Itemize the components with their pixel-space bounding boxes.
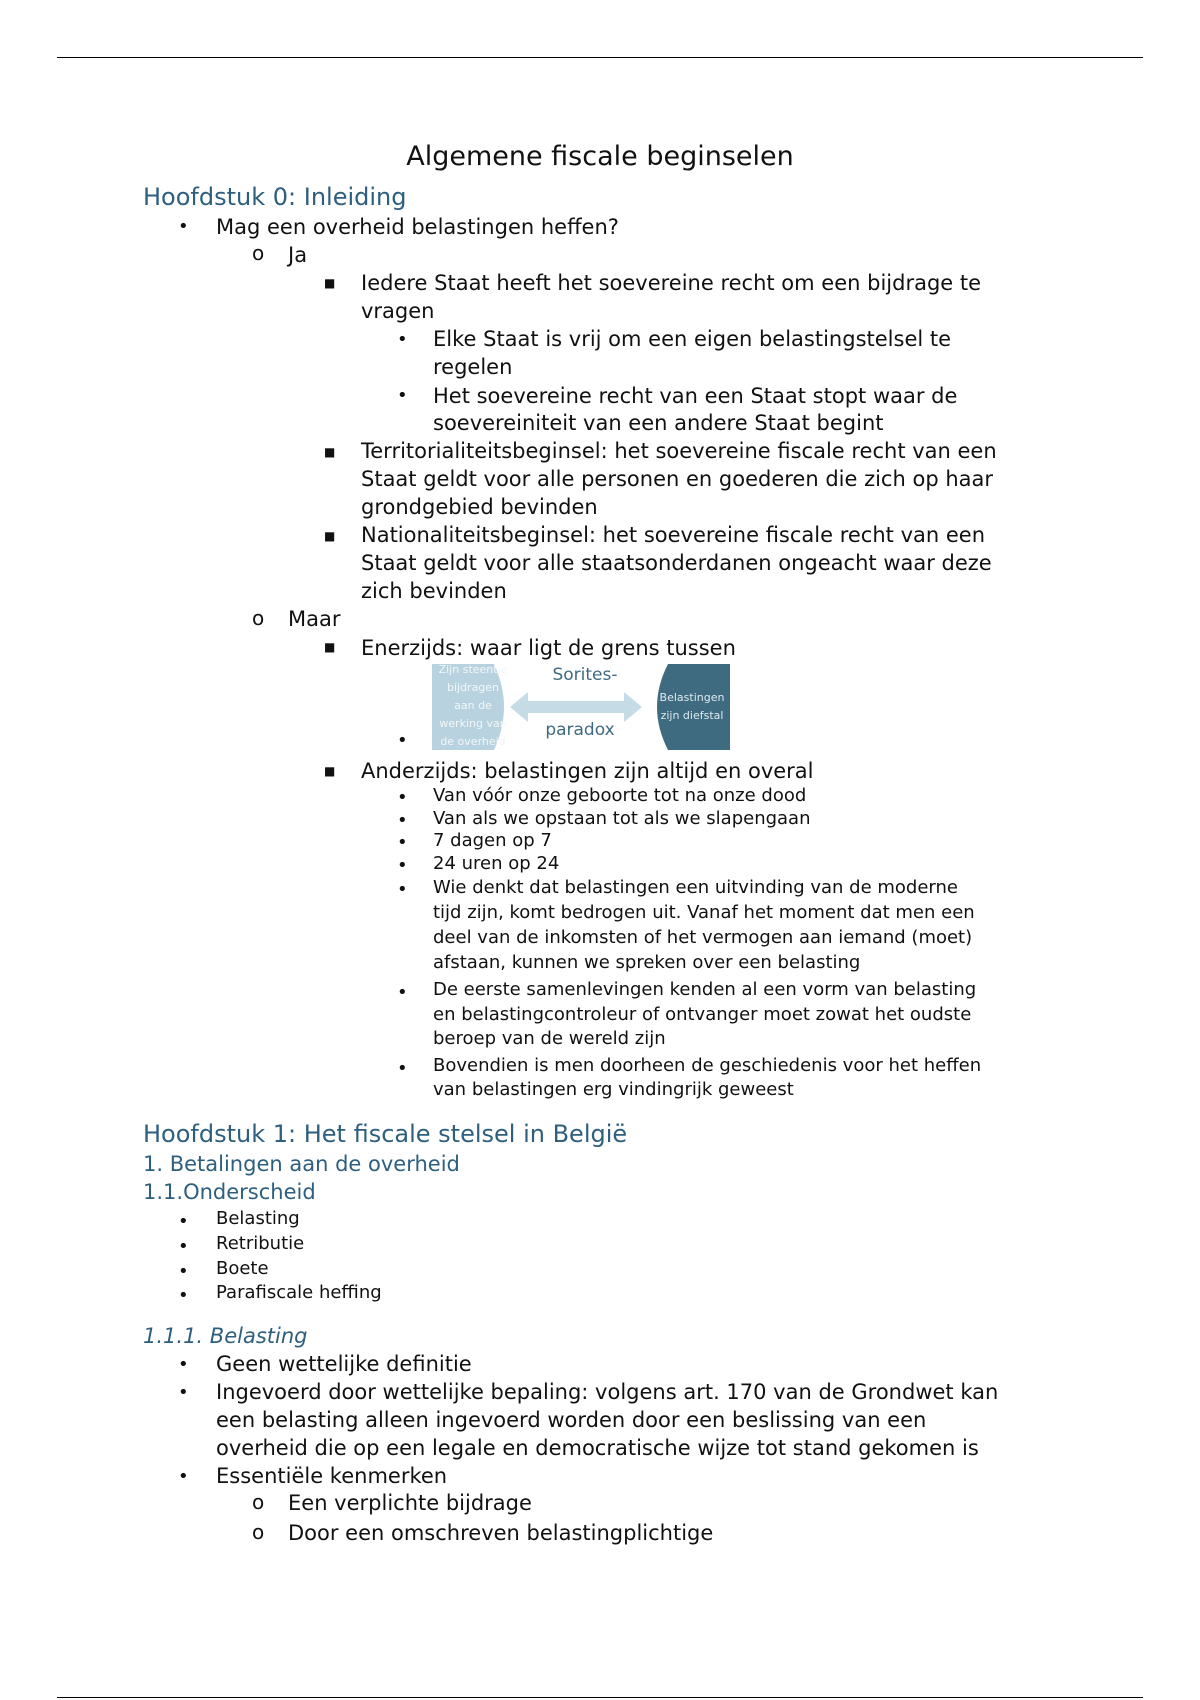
bullet-icon [178,1236,189,1257]
diagram-left-text-5: de overheid [440,735,506,748]
bullet-icon [178,1261,189,1282]
anderzijds-item-6-b: en belastingcontroleur of ontvanger moet zowat het oudste [433,1004,972,1025]
bullet-icon [397,1058,408,1079]
onderscheid-item-1: Belasting [216,1208,300,1229]
belasting-item-1: Geen wettelijke definitie [216,1352,472,1376]
sorites-paradox-diagram [428,662,732,752]
anderzijds-item-2: Van als we opstaan tot als we slapengaan [433,808,811,829]
square-bullet-icon [324,640,335,654]
belasting-item-2-c: overheid die op een legale en democratische wijze tot stand gekomen is [216,1436,979,1460]
maar-line: Maar [288,607,341,631]
circle-bullet-icon [252,606,264,630]
square-bullet-icon [324,529,335,543]
onderscheid-item-4: Parafiscale heffing [216,1282,382,1303]
question-line: Mag een overheid belastingen heffen? [216,215,619,239]
anderzijds-line: Anderzijds: belastingen zijn altijd en overal [361,759,814,783]
bullet-icon [178,1211,189,1232]
bullet-icon [397,730,408,751]
ja1-line-a: Iedere Staat heeft het soevereine recht om een bijdrage te [361,271,982,295]
square-bullet-icon [324,764,335,778]
enerzijds-line: Enerzijds: waar ligt de grens tussen [361,636,736,660]
circle-bullet-icon [252,1490,264,1514]
bullet-icon [397,832,408,853]
diagram-left-text-3: aan de [454,699,492,712]
double-arrow-icon [510,692,642,722]
square-bullet-icon [324,276,335,290]
heading-chapter-1: Hoofdstuk 1: Het fiscale stelsel in België [143,1120,628,1148]
diagram-top-label: Sorites- [552,665,618,685]
square-bullet-icon [324,445,335,459]
bullet-icon [397,787,408,808]
bullet-icon [178,1354,189,1375]
nationaliteit-line-c: zich bevinden [361,579,507,603]
anderzijds-item-4: 24 uren op 24 [433,853,560,874]
ja1-sub1-line-a: Elke Staat is vrij om een eigen belastingstelsel te [433,327,952,351]
belasting-item-3: Essentiële kenmerken [216,1464,448,1488]
anderzijds-item-7-a: Bovendien is men doorheen de geschiedenis voor het heffen [433,1055,982,1076]
diagram-left-text-4: werking van [439,717,507,730]
nationaliteit-line-a: Nationaliteitsbeginsel: het soevereine fiscale recht van een [361,523,986,547]
ja1-sub2-line-a: Het soevereine recht van een Staat stopt waar de [433,384,958,408]
anderzijds-item-5-b: tijd zijn, komt bedrogen uit. Vanaf het moment dat men een [433,902,975,923]
bullet-icon [397,879,408,900]
diagram-right-text-1: Belastingen [659,691,725,704]
anderzijds-item-6-c: beroep van de wereld zijn [433,1028,666,1049]
bullet-icon [178,1466,189,1487]
territorialiteit-line-c: grondgebied bevinden [361,495,598,519]
bullet-icon [397,385,408,406]
bullet-icon [397,982,408,1003]
bullet-icon [397,810,408,831]
heading-section-1-1-1: 1.1.1. Belasting [143,1324,308,1348]
anderzijds-item-5-d: afstaan, kunnen we spreken over een belasting [433,952,861,973]
belasting-item-2-a: Ingevoerd door wettelijke bepaling: volgens art. 170 van de Grondwet kan [216,1380,999,1404]
onderscheid-item-2: Retributie [216,1233,305,1254]
top-rule [57,57,1143,58]
bullet-icon [178,1285,189,1306]
bottom-rule [57,1697,1143,1698]
diagram-bottom-label: paradox [545,720,615,740]
bullet-icon [178,1382,189,1403]
heading-chapter-0: Hoofdstuk 0: Inleiding [143,183,407,211]
ja1-sub2-line-b: soevereiniteit van een andere Staat begint [433,411,884,435]
territorialiteit-line-b: Staat geldt voor alle personen en goederen die zich op haar [361,467,993,491]
nationaliteit-line-b: Staat geldt voor alle staatsonderdanen ongeacht waar deze [361,551,992,575]
onderscheid-item-3: Boete [216,1258,269,1279]
anderzijds-item-5-a: Wie denkt dat belastingen een uitvinding van de moderne [433,877,958,898]
diagram-left-text-1: Zijn steentje [438,663,508,676]
ja1-sub1-line-b: regelen [433,355,513,379]
bullet-icon [397,855,408,876]
circle-bullet-icon [252,1520,264,1544]
circle-bullet-icon [252,241,264,265]
anderzijds-item-1: Van vóór onze geboorte tot na onze dood [433,785,807,806]
document-title: Algemene fiscale beginselen [406,141,794,172]
anderzijds-item-3: 7 dagen op 7 [433,830,552,851]
diagram-right-text-2: zijn diefstal [660,709,724,722]
anderzijds-item-6-a: De eerste samenlevingen kenden al een vorm van belasting [433,979,977,1000]
kenmerk-item-1: Een verplichte bijdrage [288,1491,532,1515]
bullet-icon [178,216,189,237]
bullet-icon [397,329,408,350]
ja-line: Ja [288,243,308,267]
kenmerk-item-2: Door een omschreven belastingplichtige [288,1521,714,1545]
diagram-right-shape [657,664,730,750]
anderzijds-item-7-b: van belastingen erg vindingrijk geweest [433,1079,794,1100]
anderzijds-item-5-c: deel van de inkomsten of het vermogen aan iemand (moet) [433,927,973,948]
territorialiteit-line-a: Territorialiteitsbeginsel: het soevereine fiscale recht van een [361,439,997,463]
ja1-line-b: vragen [361,299,435,323]
belasting-item-2-b: een belasting alleen ingevoerd worden door een beslissing van een [216,1408,927,1432]
diagram-left-text-2: bijdragen [446,681,500,694]
heading-section-1: 1. Betalingen aan de overheid [143,1152,460,1176]
heading-section-1-1: 1.1.Onderscheid [143,1180,316,1204]
